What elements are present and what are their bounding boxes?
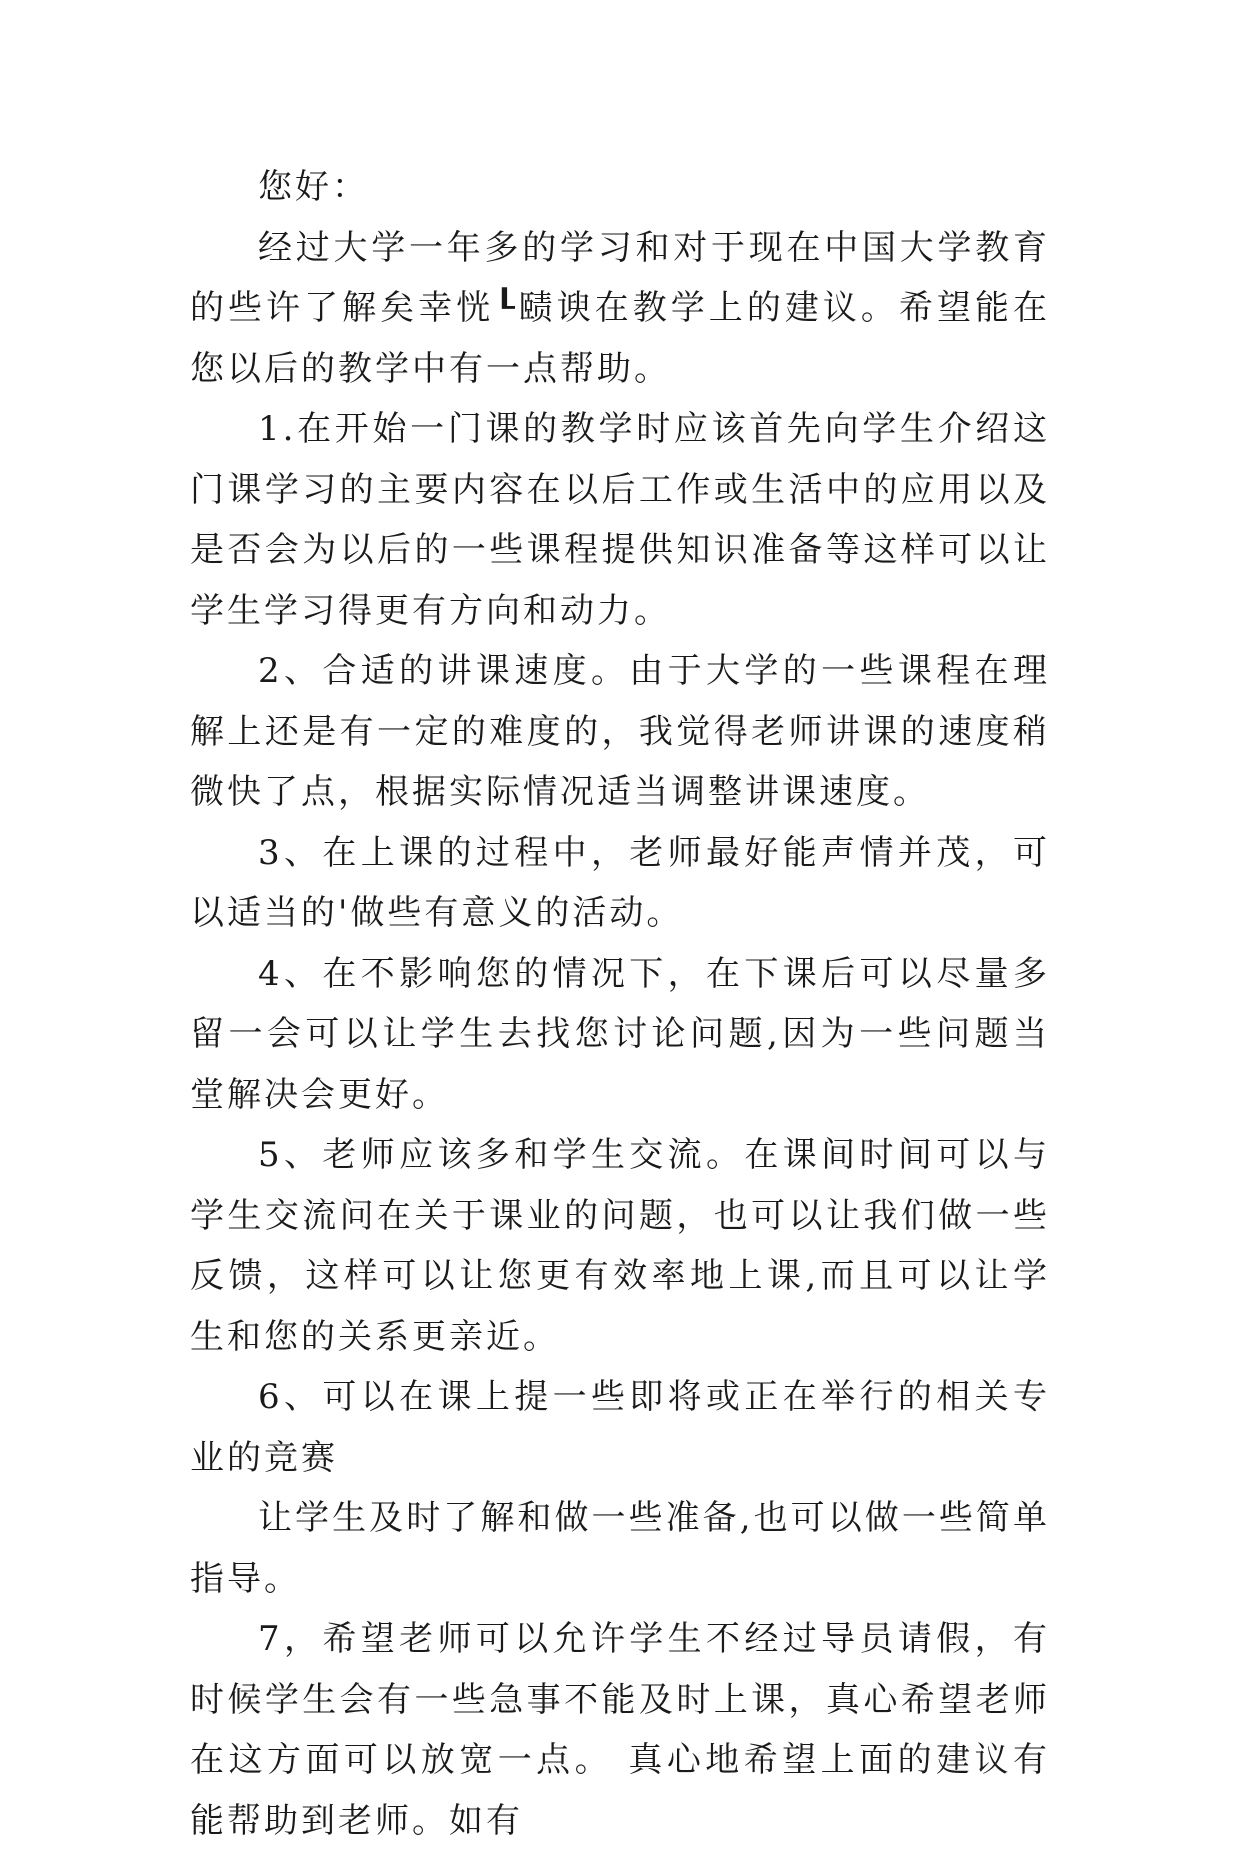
paragraph-suggestion-7: 7，希望老师可以允许学生不经过导员请假，有时候学生会有一些急事不能及时上课，真心希望老师在这方面可以放宽一点。 真心地希望上面的建议有能帮助到老师。如有 <box>190 1619 1050 1841</box>
paragraph-suggestion-6-continued: 让学生及时了解和做一些准备,也可以做一些简单指导。 <box>190 1498 1050 1599</box>
paragraph-suggestion-6: 6、可以在课上提一些即将或正在举行的相关专业的竞赛 <box>190 1377 1050 1478</box>
paragraph-suggestion-5: 5、老师应该多和学生交流。在课间时间可以与学生交流问在关于课业的问题，也可以让我们做一些反馈，这样可以让您更有效率地上课,而且可以让学生和您的关系更亲近。 <box>190 1135 1050 1357</box>
greeting: 您好： <box>258 167 369 207</box>
paragraph-suggestion-4: 4、在不影响您的情况下，在下课后可以尽量多留一会可以让学生去找您讨论问题,因为一些问题当堂解决会更好。 <box>190 953 1050 1115</box>
paragraph-suggestion-1: 1.在开始一门课的教学时应该首先向学生介绍这门课学习的主要内容在以后工作或生活中的应用以及是否会为以后的一些课程提供知识准备等这样可以让学生学习得更有方向和动力。 <box>190 409 1050 631</box>
paragraph-suggestion-3: 3、在上课的过程中，老师最好能声情并茂，可以适当的'做些有意义的活动。 <box>190 832 1050 933</box>
paragraph-intro: 经过大学一年多的学习和对于现在中国大学教育的些许了解矣幸恍┖赜谀在教学上的建议。希望能在您以后的教学中有一点帮助。 <box>190 227 1050 389</box>
letter-body <box>190 157 1050 1851</box>
paragraph-suggestion-2: 2、合适的讲课速度。由于大学的一些课程在理解上还是有一定的难度的，我觉得老师讲课的速度稍微快了点，根据实际情况适当调整讲课速度。 <box>190 651 1050 812</box>
